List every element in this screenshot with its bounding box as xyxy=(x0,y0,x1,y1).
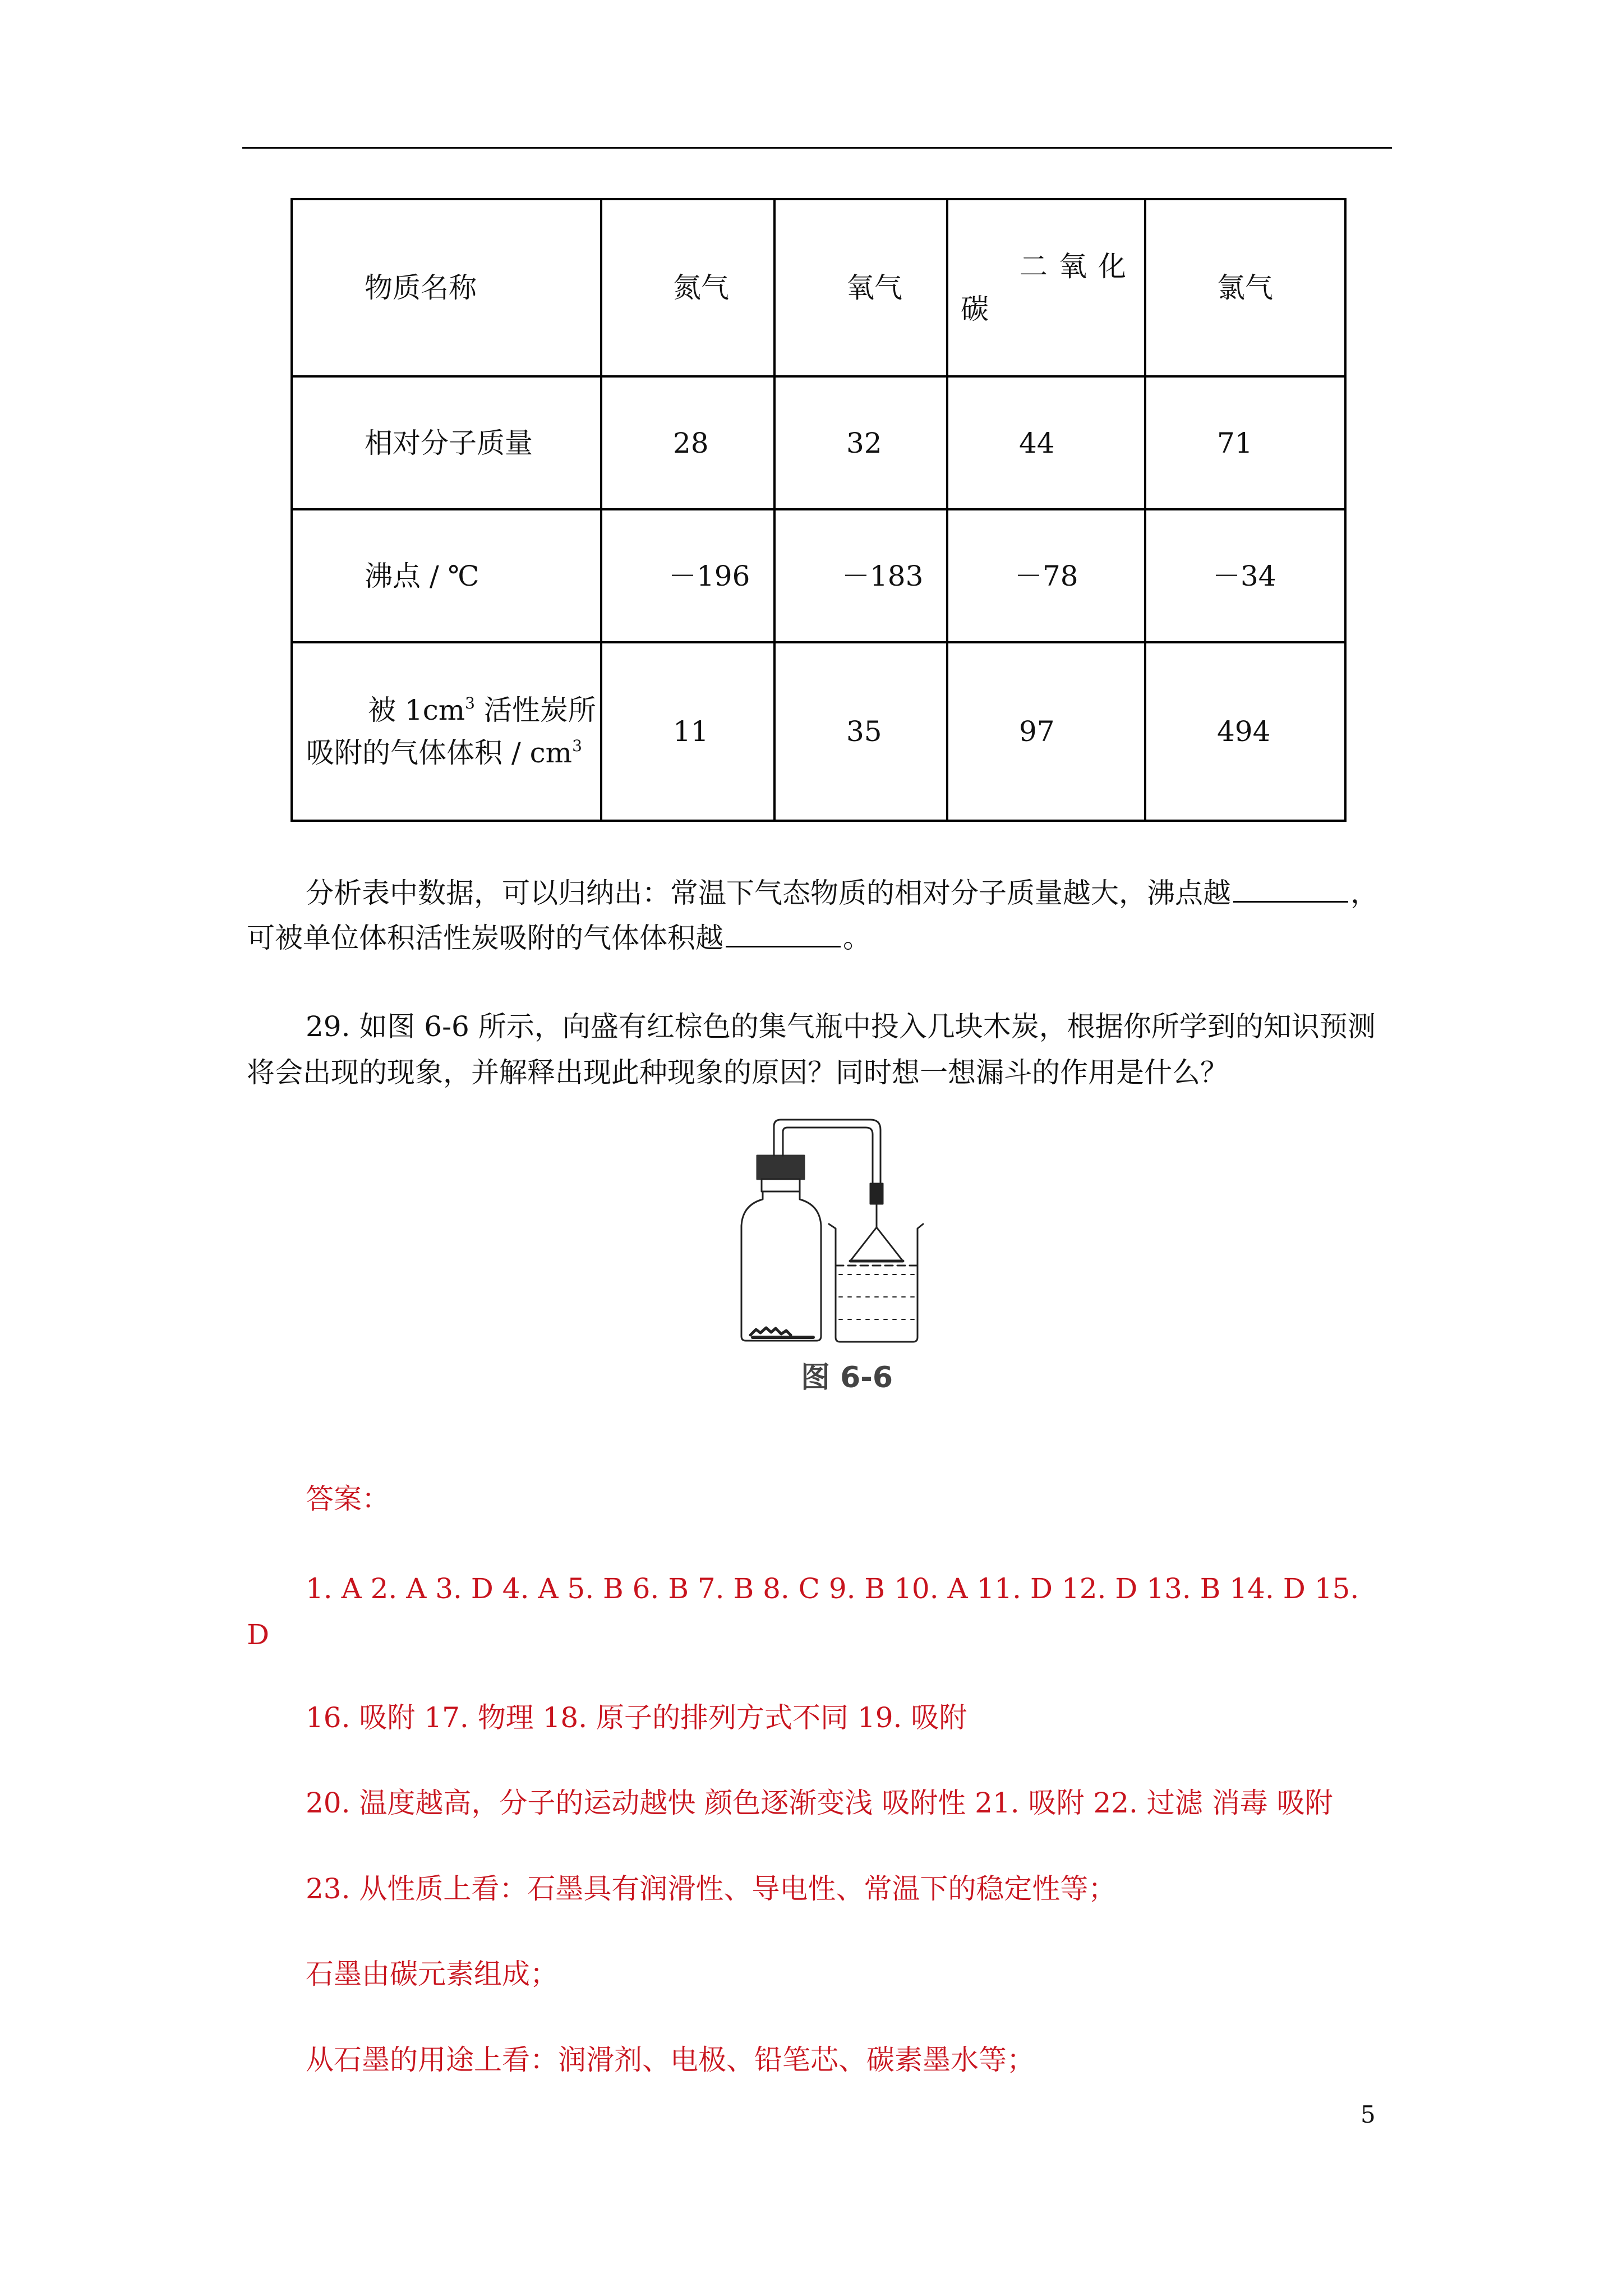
figure-caption: 图 6-6 xyxy=(801,1361,893,1395)
fill-in-blank[interactable] xyxy=(1233,875,1348,903)
table-cell: －78 xyxy=(947,509,1145,642)
fill-in-blank[interactable] xyxy=(726,920,841,947)
table-cell: －183 xyxy=(774,509,947,642)
answers-heading: 答案： xyxy=(306,1483,390,1515)
analysis-line-2: 可被单位体积活性炭吸附的气体体积越 。 xyxy=(247,914,871,961)
table-header-cell: 物质名称 xyxy=(292,199,601,376)
table-cell: 11 xyxy=(601,642,774,821)
answers-line-2: 16. 吸附 17. 物理 18. 原子的排列方式不同 19. 吸附 xyxy=(306,1701,967,1734)
table-cell: 32 xyxy=(774,376,947,509)
answers-line-3: 20. 温度越高，分子的运动越快 颜色逐渐变浅 吸附性 21. 吸附 22. 过滤 消毒 吸附 xyxy=(306,1787,1333,1819)
answers-line-1: 1. A 2. A 3. D 4. A 5. B 6. B 7. B 8. C 9. B 10. A 11. D 12. D 13. B 14. D 15. xyxy=(306,1572,1359,1605)
table-cell: 28 xyxy=(601,376,774,509)
table-cell xyxy=(292,642,601,821)
table-header-cell xyxy=(947,199,1145,376)
table-cell-line: 被 $1cm^3$ 活性炭所 xyxy=(368,694,596,726)
header-rule xyxy=(242,147,1392,149)
question-29-line-2: 将会出现的现象，并解释出现此种现象的原因？同时想一想漏斗的作用是什么？ xyxy=(247,1056,1228,1089)
answers-line-5: 石墨由碳元素组成； xyxy=(306,1958,558,1990)
table-header-cell: 氯气 xyxy=(1145,199,1345,376)
table-cell: 沸点 / ℃ xyxy=(292,509,601,642)
table-row xyxy=(292,642,1345,821)
analysis-line-1: 分析表中数据，可以归纳出：常温下气态物质的相对分子质量越大，沸点越 ， xyxy=(306,869,1378,917)
answers-line-4: 23. 从性质上看：石墨具有润滑性、导电性、常温下的稳定性等； xyxy=(306,1872,1117,1905)
table-header-cell: 氧气 xyxy=(774,199,947,376)
table-cell: 相对分子质量 xyxy=(292,376,601,509)
gas-bottle-funnel-figure xyxy=(718,1099,931,1346)
table-row xyxy=(292,376,1345,509)
table-cell: 44 xyxy=(947,376,1145,509)
question-29-line-1: 29. 如图 6-6 所示，向盛有红棕色的集气瓶中投入几块木炭，根据你所学到的知识预测 xyxy=(306,1010,1376,1043)
gas-properties-table xyxy=(291,198,1347,822)
table-row xyxy=(292,509,1345,642)
table-cell-line: 吸附的气体体积 / $cm^3$ xyxy=(306,737,582,769)
table-cell: 494 xyxy=(1145,642,1345,821)
table-header-cell: 氮气 xyxy=(601,199,774,376)
table-cell: 71 xyxy=(1145,376,1345,509)
table-header-text: 二氧化 xyxy=(1020,250,1137,283)
page-number: 5 xyxy=(1361,2101,1376,2128)
table-header-row xyxy=(292,199,1345,376)
table-header-text: 碳 xyxy=(961,293,989,325)
table-cell: －196 xyxy=(601,509,774,642)
table-cell: 35 xyxy=(774,642,947,821)
table-cell: 97 xyxy=(947,642,1145,821)
table-cell: －34 xyxy=(1145,509,1345,642)
answers-line-1-wrap: D xyxy=(247,1618,270,1651)
answers-line-6: 从石墨的用途上看：润滑剂、电极、铅笔芯、碳素墨水等； xyxy=(306,2044,1035,2076)
